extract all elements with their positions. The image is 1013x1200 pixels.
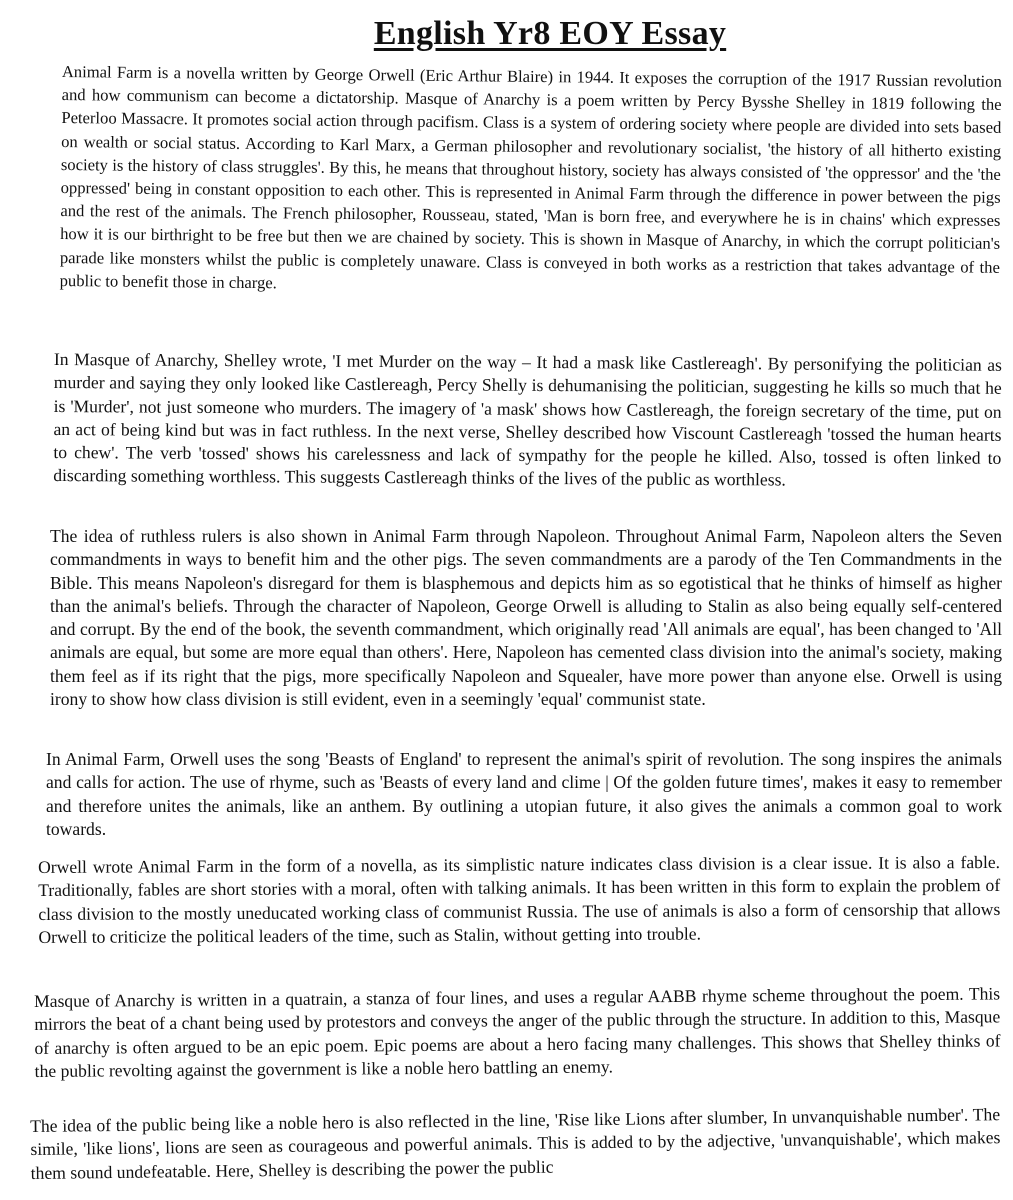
paragraph-introduction: Animal Farm is a novella written by George Orwell (Eric Arthur Blaire) in 1944. It exposes the corruption of the 1917 Russian revolution and how communism can become a dictatorship. Masque of Anarchy is a poem written by Percy Bysshe Shelley in 1819 following the Peterloo Massacre. It promotes social action through pacifism. Class is a system of ordering society where people are divided into sets based on wealth or social status. According to Karl Marx, a German philosopher and revolutionary socialist, 'the history of all hitherto existing society is the history of class struggles'. By this, he means that throughout history, society has always consisted of 'the oppressor' and the 'the oppressed' being in constant opposition to each other. This is represented in Animal Farm through the difference in power between the pigs and the rest of the animals. The French philosopher, Rousseau, stated, 'Man is born free, and everywhere he is in chains' which expresses how it is our birthright to be free but then we are chained by society. This is shown in Masque of Anarchy, in which the corrupt politician's parade like monsters whilst the public is completely unaware. Class is conveyed in both works as a restriction that takes advantage of the public to benefit those in charge. bbox=[59, 61, 1002, 293]
paragraph-napoleon: The idea of ruthless rulers is also shown in Animal Farm through Napoleon. Throughout Animal Farm, Napoleon alters the Seven commandments in ways to benefit him and the other pigs. The seven commandments are a parody of the Ten Commandments in the Bible. This means Napoleon's disregard for them is blasphemous and depicts him as so egotistical that he thinks of himself as higher than the animal's beliefs. Through the character of Napoleon, George Orwell is alluding to Stalin as also being equally self-centered and corrupt. By the end of the book, the seventh commandment, which originally read 'All animals are equal', has been changed to 'All animals are equal, but some are more equal than others'. Here, Napoleon has cemented class division into the animal's society, making them feel as if its right that the pigs, more specifically Napoleon and Squealer, have more power than anyone else. Orwell is using irony to show how class division is still evident, even in a seemingly 'equal' communist state. bbox=[50, 526, 1002, 710]
paragraph-masque-murder: In Masque of Anarchy, Shelley wrote, 'I met Murder on the way – It had a mask like Castlereagh'. By personifying the politician as murder and saying they only looked like Castlereagh, Percy Shelly is dehumanising the politician, suggesting he kills so much that he is 'Murder', not just someone who murders. The imagery of 'a mask' shows how Castlereagh, the foreign secretary of the time, put on an act of being kind but was in fact ruthless. In the next verse, Shelley described how Viscount Castlereagh 'tossed the human hearts to chew'. The verb 'tossed' shows his carelessness and lack of sympathy for the people he killed. Also, tossed is often linked to discarding something worthless. This suggests Castlereagh thinks of the lives of the public as worthless. bbox=[53, 348, 1002, 490]
paragraph-novella-fable: Orwell wrote Animal Farm in the form of a novella, as its simplistic nature indicates class division is a clear issue. It is also a fable. Traditionally, fables are short stories with a moral, often with talking animals. It has been written in this form to explain the problem of class division to the mostly uneducated working class of communist Russia. The use of animals is also a form of censorship that allows Orwell to criticize the political leaders of the time, such as Stalin, without getting into trouble. bbox=[38, 851, 1001, 947]
paragraph-noble-hero: The idea of the public being like a noble hero is also reflected in the line, 'Rise like Lions after slumber, In unvanquishable number'. The simile, 'like lions', lions are seen as courageous and powerful animals. This is added to by the adjective, 'unvanquishable', which makes them sound undefeatable. Here, Shelley is describing the power the public bbox=[30, 1104, 1001, 1183]
essay-title: English Yr8 EOY Essay bbox=[373, 15, 727, 52]
paragraph-beasts-of-england: In Animal Farm, Orwell uses the song 'Beasts of England' to represent the animal's spirit of revolution. The song inspires the animals and calls for action. The use of rhyme, such as 'Beasts of every land and clime | Of the golden future times', makes it easy to remember and therefore unites the animals, like an anthem. By outlining a utopian future, it also gives the animals a common goal to work towards. bbox=[46, 749, 1002, 839]
paragraph-quatrain: Masque of Anarchy is written in a quatrain, a stanza of four lines, and uses a regular AABB rhyme scheme throughout the poem. This mirrors the beat of a chant being used by protestors and conveys the anger of the public through the structure. In addition to this, Masque of anarchy is often argued to be an epic poem. Epic poems are about a hero facing many challenges. This shows that Shelley thinks of the public revolting against the government is like a noble hero battling an enemy. bbox=[34, 983, 1001, 1081]
